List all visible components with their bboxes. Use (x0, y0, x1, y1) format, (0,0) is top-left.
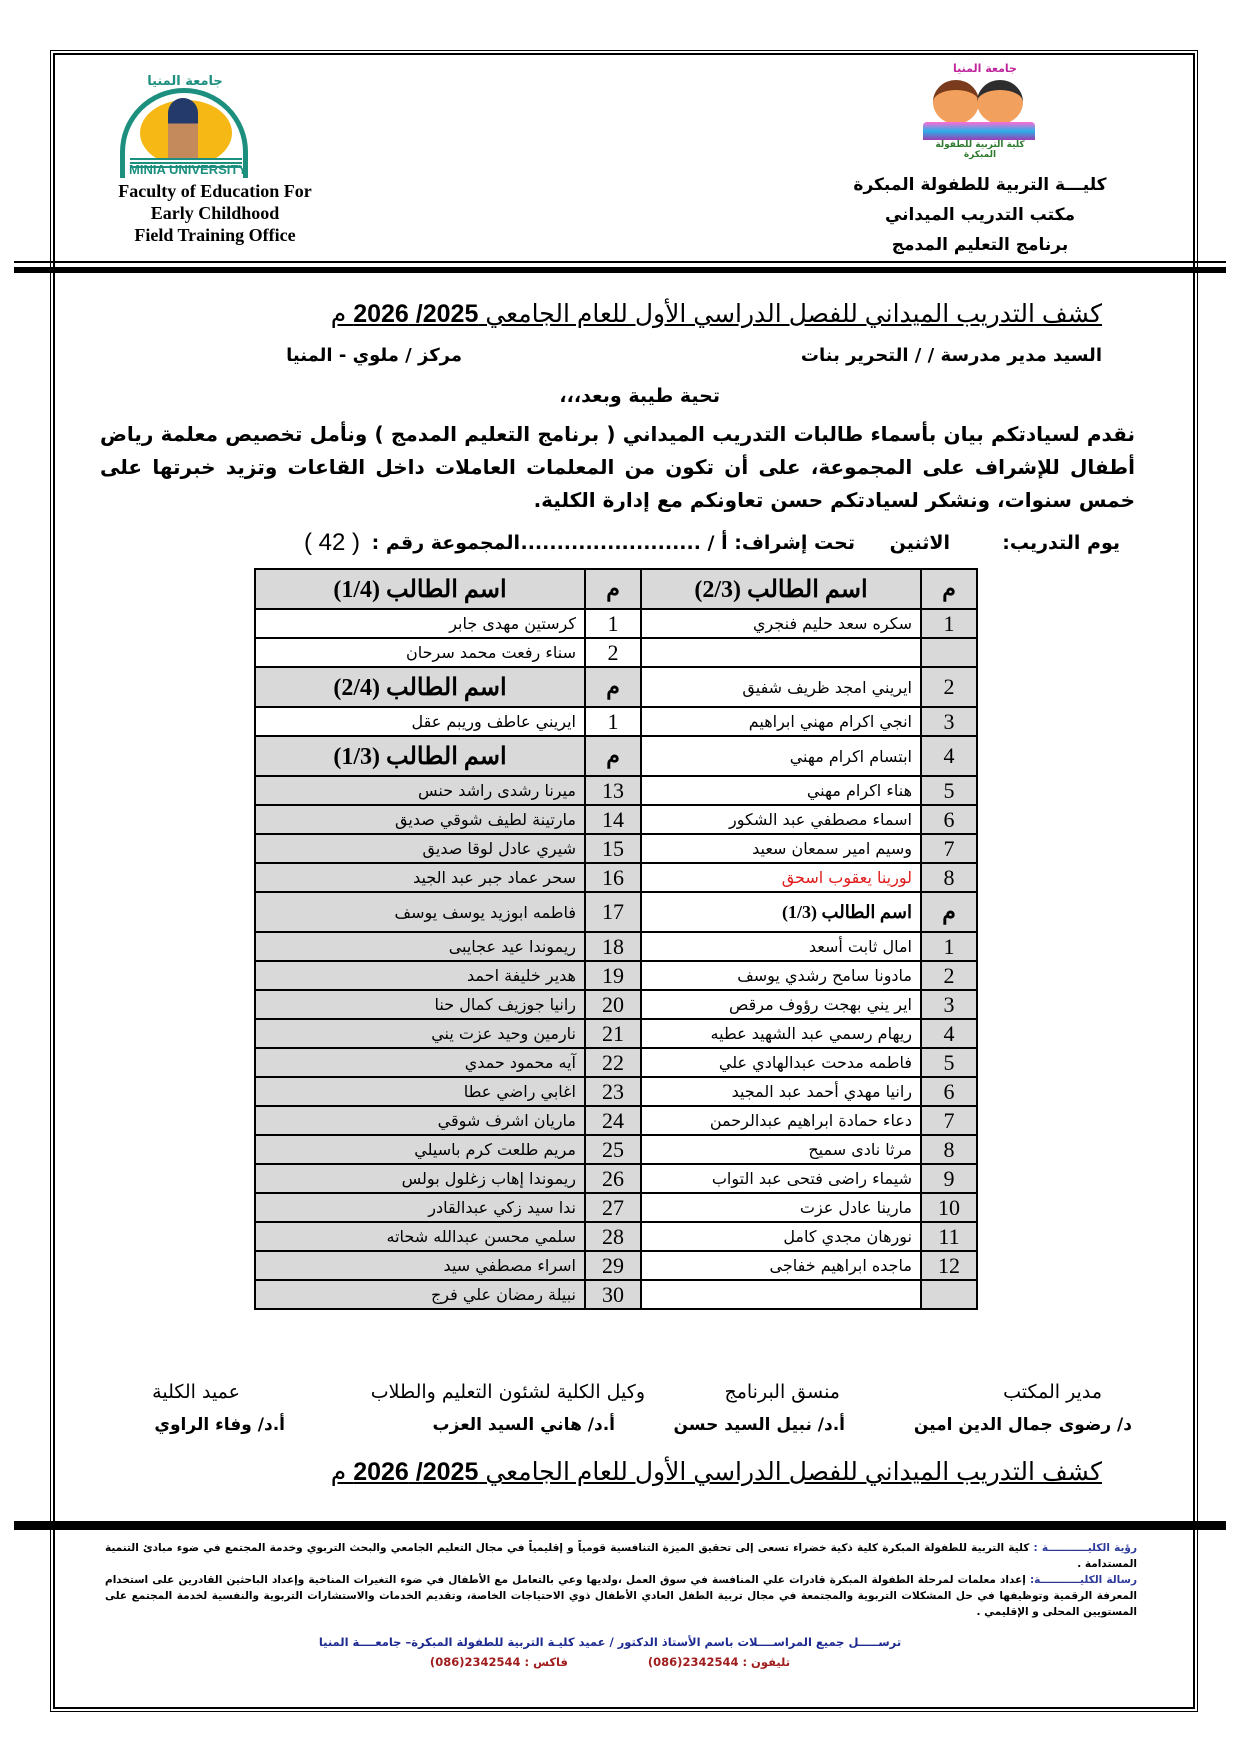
faculty-logo-caption: كلية التربية للطفولة المبكرة (935, 140, 1025, 160)
col-header-number: م (921, 569, 977, 609)
row-number-cell: 2 (921, 667, 977, 707)
student-name-cell: هدير خليفة احمد (255, 961, 585, 990)
row-number-cell: 5 (921, 776, 977, 805)
row-number-cell: 8 (921, 1135, 977, 1164)
signature-name: د/ رضوى جمال الدين امين (913, 1415, 1132, 1435)
row-number-cell (921, 638, 977, 667)
row-number-cell: 11 (921, 1222, 977, 1251)
table-row (255, 805, 977, 834)
row-number-cell: 4 (921, 1019, 977, 1048)
student-name-cell: مارينا عادل عزت (641, 1193, 921, 1222)
training-day-value: الاثنين (889, 532, 950, 554)
faculty-name-english (100, 180, 330, 246)
faculty-ar-line: مكتب التدريب الميداني (884, 205, 1076, 225)
table-row (255, 667, 977, 707)
student-name-cell: اسراء مصطفي سيد (255, 1251, 585, 1280)
address-line (142, 345, 1102, 371)
colorful-book-icon (923, 122, 1035, 140)
title-suffix: م (330, 300, 354, 328)
faculty-en-line: Field Training Office (134, 225, 296, 245)
boy-face-icon (977, 80, 1023, 124)
col-header-student-name: اسم الطالب (2/3) (641, 569, 921, 609)
row-number-cell (921, 1280, 977, 1309)
student-name-cell: سحر عماد جبر عبد الجيد (255, 863, 585, 892)
vision-label: رؤية الكليـــــــــــة : (1033, 1542, 1138, 1554)
col-header-student-name: اسم الطالب (1/3) (255, 736, 585, 776)
row-number-cell: 1 (585, 707, 641, 736)
col-header-number: م (585, 569, 641, 609)
signature-name: أ.د/ نبيل السيد حسن (673, 1415, 845, 1435)
student-name-cell: كرستين مهدى جابر (255, 609, 585, 638)
row-number-cell: 4 (921, 736, 977, 776)
row-number-cell: 23 (585, 1077, 641, 1106)
table-row (255, 707, 977, 736)
signature-name: أ.د/ هاني السيد العزب (432, 1415, 615, 1435)
students-table (254, 568, 978, 1310)
row-number-cell: 2 (921, 961, 977, 990)
student-name-cell: رانيا جوزيف كمال حنا (255, 990, 585, 1019)
row-number-cell: 18 (585, 932, 641, 961)
document-title (242, 299, 1102, 329)
footer-divider (14, 1521, 1226, 1530)
student-name-cell: فاطمه مدحت عبدالهادي علي (641, 1048, 921, 1077)
row-number-cell: 12 (921, 1251, 977, 1280)
student-name-cell: شيري عادل لوقا صديق (255, 834, 585, 863)
table-row (255, 892, 977, 932)
row-number-cell: 15 (585, 834, 641, 863)
mission-label: رسالة الكليـــــــــــة: (1029, 1574, 1137, 1586)
col-header-student-name: اسم الطالب (1/4) (255, 569, 585, 609)
signature-role: منسق البرنامج (724, 1381, 840, 1403)
footer-vision-mission (105, 1540, 1137, 1620)
student-name-cell: اغابي راضي عطا (255, 1077, 585, 1106)
title-suffix: م (330, 1458, 354, 1486)
document-title-repeat (242, 1457, 1102, 1487)
student-name-cell: مادونا سامح رشدي يوسف (641, 961, 921, 990)
faculty-en-line: Early Childhood (150, 203, 280, 223)
faculty-en-line: Faculty of Education For (118, 181, 312, 201)
table-row (255, 776, 977, 805)
fax-number: فاكس : 2342544(086) (429, 1655, 568, 1669)
girl-face-icon (933, 80, 979, 124)
group-number: ( 42 ) (303, 529, 360, 556)
row-number-cell: 19 (585, 961, 641, 990)
signature-role: عميد الكلية (152, 1381, 240, 1403)
greeting: تحية طيبة وبعد،،، (559, 385, 720, 407)
row-number-cell: 22 (585, 1048, 641, 1077)
table-row (255, 1280, 977, 1309)
faculty-name-arabic (850, 170, 1110, 260)
student-name-cell: ماجده ابراهيم خفاجى (641, 1251, 921, 1280)
col-header-number: م (585, 667, 641, 707)
university-name: MINIA UNIVERSITY (129, 162, 247, 177)
student-name-cell: فاطمه ابوزيد يوسف يوسف (255, 892, 585, 932)
table-row (255, 961, 977, 990)
row-number-cell: 1 (921, 609, 977, 638)
col-header-number: م (921, 892, 977, 932)
student-name-cell: مرثا نادى سميح (641, 1135, 921, 1164)
title-text: كشف التدريب الميداني للفصل الدراسي الأول للعام الجامعي (478, 300, 1102, 328)
student-name-cell: وسيم امير سمعان سعيد (641, 834, 921, 863)
row-number-cell: 10 (921, 1193, 977, 1222)
row-number-cell: 25 (585, 1135, 641, 1164)
student-name-cell: ريموندا إهاب زغلول بولس (255, 1164, 585, 1193)
faculty-ar-line: برنامج التعليم المدمج (891, 235, 1069, 255)
student-name-cell: شيماء راضى فتحى عبد التواب (641, 1164, 921, 1193)
row-number-cell: 24 (585, 1106, 641, 1135)
table-row (255, 1048, 977, 1077)
title-year: 2025/ 2026 (353, 1458, 479, 1486)
row-number-cell: 13 (585, 776, 641, 805)
supervisor-field: تحت إشراف: أ / .......................... (513, 532, 855, 554)
mission-text: إعداد معلمات لمرحلة الطفولة المبكرة قادرات علي المنافسة في سوق العمل ،ولديها وعي بالتعامل مع الأطفال في ضوء التغيرات المناخية وإعداد الباحثين القادرين على استخدام المعرفة الرقمية وتوظيفها في حل المشكلات التربوية والمجتمعة في مجال تربية الطفل العادي الأطفال ذوي الاحتياجات الخاصة، وتقديم الخدمات والاستشارات التربوية والنفسية لخدمة المجتمع على المستويين المحلى و الإقليمي . (105, 1574, 1137, 1618)
row-number-cell: 6 (921, 1077, 977, 1106)
vision-block (105, 1540, 1137, 1572)
row-number-cell: 3 (921, 707, 977, 736)
student-name-cell: امال ثابت أسعد (641, 932, 921, 961)
col-header-number: م (585, 736, 641, 776)
student-name-cell: ايريني امجد ظريف شفيق (641, 667, 921, 707)
table-row (255, 609, 977, 638)
row-number-cell: 20 (585, 990, 641, 1019)
faculty-logo-top-text: جامعة المنيا (953, 62, 1017, 75)
row-number-cell: 14 (585, 805, 641, 834)
row-number-cell: 8 (921, 863, 977, 892)
row-number-cell: 28 (585, 1222, 641, 1251)
student-name-cell: نورهان مجدي كامل (641, 1222, 921, 1251)
row-number-cell: 21 (585, 1019, 641, 1048)
table-row (255, 1019, 977, 1048)
header-divider (14, 261, 1226, 267)
row-number-cell: 27 (585, 1193, 641, 1222)
title-year: 2025/ 2026 (353, 300, 479, 328)
vision-text: كلية التربية للطفولة المبكرة كلية ذكية خضراء تسعى إلى تحقيق الميزة التنافسية قومياً و إقليمياً في مجال التعليم الجامعي والبحث التربوي وخدمة المجتمع في ضوء مبادئ التنمية المستدامة . (105, 1542, 1137, 1570)
student-name-cell: ابتسام اكرام مهني (641, 736, 921, 776)
correspondence-note: ترســـــل جميع المراســــلات باسم الأستاذ الدكتور / عميد كليـة التربية للطفولة المبكرة– جامعــــة المنيا (318, 1635, 902, 1649)
table-row (255, 1164, 977, 1193)
student-name-cell: سناء رفعت محمد سرحان (255, 638, 585, 667)
student-name-cell: سكره سعد حليم فنجري (641, 609, 921, 638)
signature-role: مدير المكتب (1003, 1381, 1102, 1403)
student-name-cell (641, 1280, 921, 1309)
col-header-student-name: اسم الطالب (1/3) (641, 892, 921, 932)
student-name-cell: مارتينة لطيف شوقي صديق (255, 805, 585, 834)
student-name-cell: ندا سيد زكي عبدالقادر (255, 1193, 585, 1222)
student-name-cell: آيه محمود حمدي (255, 1048, 585, 1077)
row-number-cell: 16 (585, 863, 641, 892)
table-row (255, 834, 977, 863)
student-name-cell: اسماء مصطفي عبد الشكور (641, 805, 921, 834)
student-name-cell: ريهام رسمي عبد الشهيد عطيه (641, 1019, 921, 1048)
table-row (255, 1193, 977, 1222)
row-number-cell: 9 (921, 1164, 977, 1193)
faculty-ar-line: كليـــة التربية للطفولة المبكرة (853, 175, 1107, 195)
student-name-cell: ماريان اشرف شوقي (255, 1106, 585, 1135)
training-day-label: يوم التدريب: (1002, 532, 1120, 554)
student-name-cell: ريموندا عيد عجايبى (255, 932, 585, 961)
row-number-cell: 7 (921, 1106, 977, 1135)
student-name-cell: نبيلة رمضان علي فرج (255, 1280, 585, 1309)
student-name-cell: اير يني بهجت رؤوف مرقص (641, 990, 921, 1019)
student-name-cell: انجي اكرام مهني ابراهيم (641, 707, 921, 736)
row-number-cell: 29 (585, 1251, 641, 1280)
student-name-cell (641, 638, 921, 667)
student-name-cell: لورينا يعقوب اسحق (641, 863, 921, 892)
recipient: السيد مدير مدرسة / / التحرير بنات (800, 345, 1102, 366)
row-number-cell: 2 (585, 638, 641, 667)
row-number-cell: 1 (921, 932, 977, 961)
mission-block (105, 1572, 1137, 1620)
row-number-cell: 26 (585, 1164, 641, 1193)
phone-number: تليفون : 2342544(086) (647, 1655, 791, 1669)
student-name-cell: ايريني عاطف وريبم عقل (255, 707, 585, 736)
footer-contact (300, 1632, 920, 1672)
row-number-cell: 3 (921, 990, 977, 1019)
col-header-student-name: اسم الطالب (2/4) (255, 667, 585, 707)
signature-role: وكيل الكلية لشئون التعليم والطلاب (370, 1381, 645, 1403)
student-name-cell: هناء اكرام مهني (641, 776, 921, 805)
row-number-cell: 6 (921, 805, 977, 834)
signature-name: أ.د/ وفاء الراوي (154, 1415, 285, 1435)
table-row (255, 932, 977, 961)
row-number-cell: 7 (921, 834, 977, 863)
faculty-logo (915, 60, 1045, 160)
table-row (255, 736, 977, 776)
table-row (255, 990, 977, 1019)
title-text: كشف التدريب الميداني للفصل الدراسي الأول للعام الجامعي (478, 1458, 1102, 1486)
table-row (255, 1106, 977, 1135)
student-name-cell: رانيا مهدي أحمد عبد المجيد (641, 1077, 921, 1106)
table-row (255, 569, 977, 609)
nefertiti-icon (168, 98, 198, 162)
table-row (255, 1135, 977, 1164)
student-name-cell: ميرنا رشدى راشد حنس (255, 776, 585, 805)
table-row (255, 1222, 977, 1251)
table-row (255, 1077, 977, 1106)
group-number-label: المجموعة رقم : (371, 532, 520, 554)
student-name-cell: نارمين وحيد عزت يني (255, 1019, 585, 1048)
contact-numbers (300, 1652, 920, 1672)
table-row (255, 863, 977, 892)
student-name-cell: مريم طلعت كرم باسيلي (255, 1135, 585, 1164)
table-row (255, 638, 977, 667)
student-name-cell: دعاء حمادة ابراهيم عبدالرحمن (641, 1106, 921, 1135)
table-row (255, 1251, 977, 1280)
row-number-cell: 17 (585, 892, 641, 932)
intro-paragraph: نقدم لسيادتكم بيان بأسماء طالبات التدريب الميداني ( برنامج التعليم المدمج ) ونأمل تخصيص معلمة رياض أطفال للإشراف على المجموعة، على أن تكون من المعلمات العاملات داخل القاعات وتزيد خبرتها على خمس سنوات، ونشكر لسيادتكم حسن تعاونكم مع إدارة الكلية. (100, 422, 1135, 512)
logo-arc-text: جامعة المنيا (147, 74, 223, 89)
student-name-cell: سلمي محسن عبدالله شحاته (255, 1222, 585, 1251)
district: مركز / ملوي - المنيا (286, 345, 462, 366)
training-meta (140, 529, 1120, 560)
row-number-cell: 30 (585, 1280, 641, 1309)
row-number-cell: 1 (585, 609, 641, 638)
row-number-cell: 5 (921, 1048, 977, 1077)
